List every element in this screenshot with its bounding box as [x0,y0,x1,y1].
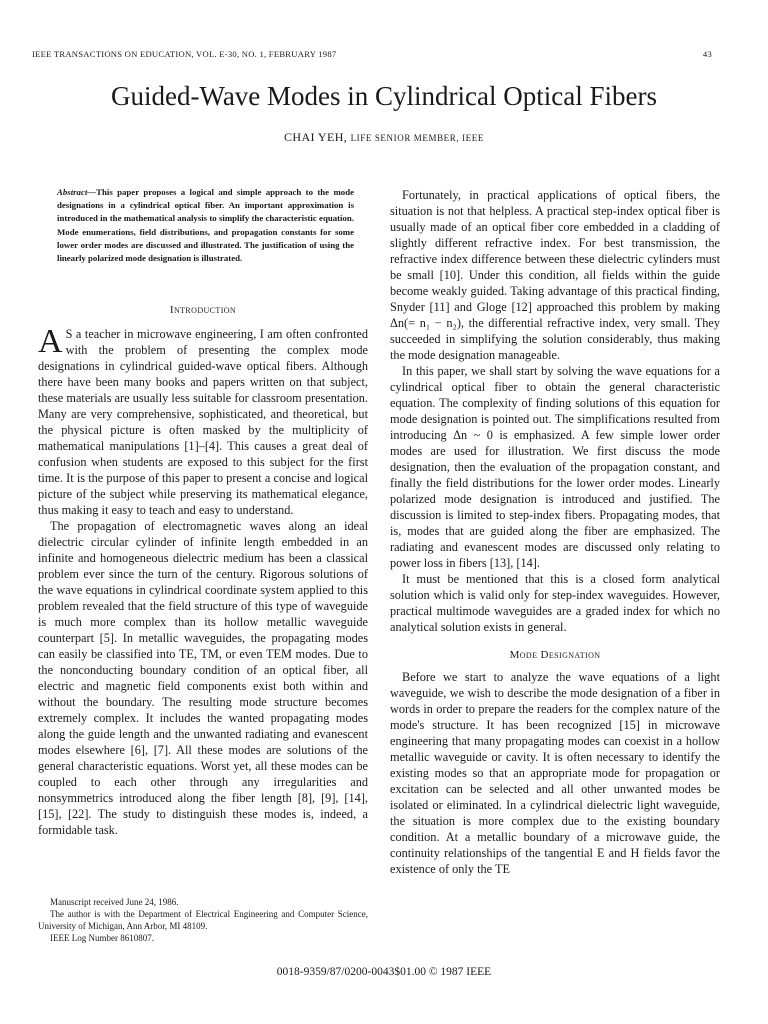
abstract-text: This paper proposes a logical and simple approach to the mode designations in a cylindrical optical fiber. An important approximation is introduced in the mathematical analysis to simplify the characteristic equation. Mode enumerations, field distributions, and propagation constants for some lower order modes are discussed and illustrated. The justification of using the linearly polarized mode designation is illustrated. [57,187,354,264]
author-line [0,130,768,145]
abstract [57,186,354,265]
intro-paragraph-3: Fortunately, in practical applications of optical fibers, the situation is not that helpless. A practical step-index optical fiber is usually made of an optical fiber core embedded in a cladding of slightly different refractive index. For best transmission, the refractive index difference between these dielectric cylinders must be small [10]. Under this condition, all fields within the guide become weakly guided. Taking advantage of this practical finding, Snyder [11] and Gloge [12] approached this problem by making Δn(= n₁ − n₂), the differential refractive index, very small. They succeeded in simplifying the solution considerably, thus making the mode designation manageable. [390,188,720,362]
running-head [32,49,712,59]
footnote-log: IEEE Log Number 8610807. [50,933,154,943]
author-name: CHAI YEH, [284,130,348,144]
footnote-affiliation: The author is with the Department of Electrical Engineering and Computer Science, University of Michigan, Ann Arbor, MI 48109. [38,909,368,931]
author-affiliation: LIFE SENIOR MEMBER, IEEE [350,133,484,143]
abstract-label: Abstract— [57,187,97,197]
page-number: 43 [702,49,712,59]
mode-paragraph-1: Before we start to analyze the wave equations of a light waveguide, we wish to describe the mode designation of a fiber in words in order to prepare the readers for the complex nature of the mode's structure. It has been recognized [15] in microwave engineering that many propagating modes can coexist in a hollow metallic waveguide or cavity. It is often necessary to identify the existing modes so that an appropriate mode for propagation or excitation can be selected and all other unwanted modes be isolated or eliminated. In a cylindrical dielectric light waveguide, the situation is more complex due to the existing boundary condition. At a metallic boundary of a microwave guide, the continuity relationships of the tangential E and H fields favor the existence of only the TE [390,670,720,876]
intro-paragraph-1: A S a teacher in microwave engineering, I am often confronted with the problem of presenting the complex mode designations in cylindrical guided-wave optical fibers. Although there have been many books and papers written on that subject, these materials are usually less suitable for classroom presentation. Many are very comprehensive, sophisticated, and theoretical, but the physical picture is often masked by the multiplicity of mathematical manipulations [1]–[4]. This causes a great deal of confusion when students are exposed to this subject for the first time. It is the purpose of this paper to present a concise and logical picture of the subject while preserving its mathematical elegance, thus making it easy to teach and easy to understand. [38,323,368,517]
intro-paragraph-2: The propagation of electromagnetic waves along an ideal dielectric circular cylinder of infinite length embedded in an infinite and homogeneous dielectric medium has been a classical problem ever since the turn of the century. Rigorous solutions of the wave equations in cylindrical coordinate system applied to this problem revealed that the field structure of this type of waveguide is much more complex than its hollow metallic waveguide counterpart [5]. In metallic waveguides, the propagating modes can easily be classified into TE, TM, or even TEM modes. Due to the nonconducting boundary condition of an optical fiber, all electric and magnetic field components exist both within and without the boundary. The resulting mode structure becomes extremely complex. It includes the wanted propagating modes along the guide length and the unwanted radiating and evanescent modes elsewhere [6], [7]. All these modes are solutions of the general characteristic equations. Worst yet, all these modes can be coupled to each other through any irregularities and nonsymmetrics introduced along the fiber length [8], [9], [14], [15], [22]. The study to distinguish these modes is, indeed, a formidable task. [38,519,368,837]
left-column [38,302,368,838]
dropcap: A [38,323,63,360]
paper-title: Guided-Wave Modes in Cylindrical Optical Fibers [111,81,657,111]
intro-paragraph-5: It must be mentioned that this is a closed form analytical solution which is valid only for step-index waveguides. However, practical multimode waveguides are a graded index for which no analytical solution exists in general. [390,572,720,634]
intro-paragraph-4: In this paper, we shall start by solving the wave equations for a cylindrical optical fiber to obtain the general characteristic equation. The complexity of finding solutions of this equation for mode designation is pointed out. The simplifications resulted from introducing Δn ~ 0 is emphasized. A few simple lower order modes are used for illustration. We first discuss the mode designation, then the evaluation of the propagation constant, and finally the field distributions for the lower order modes. Linearly polarized mode designation is introduced and justified. The discussion is limited to step-index fibers. Propagating modes, that is, modes that are guided along the fiber are emphasized. The radiating and evanescent modes are discussed only relating to power loss in fibers [13], [14]. [390,364,720,570]
footnotes [38,896,368,944]
copyright-footer: 0018-9359/87/0200-0043$01.00 © 1987 IEEE [276,966,492,978]
introduction-heading: Introduction [169,304,237,316]
mode-designation-heading: Mode Designation [509,649,601,661]
journal-info: IEEE TRANSACTIONS ON EDUCATION, VOL. E-30, NO. 1, FEBRUARY 1987 [32,49,337,59]
footnote-received: Manuscript received June 24, 1986. [50,897,179,907]
right-column [390,187,720,877]
